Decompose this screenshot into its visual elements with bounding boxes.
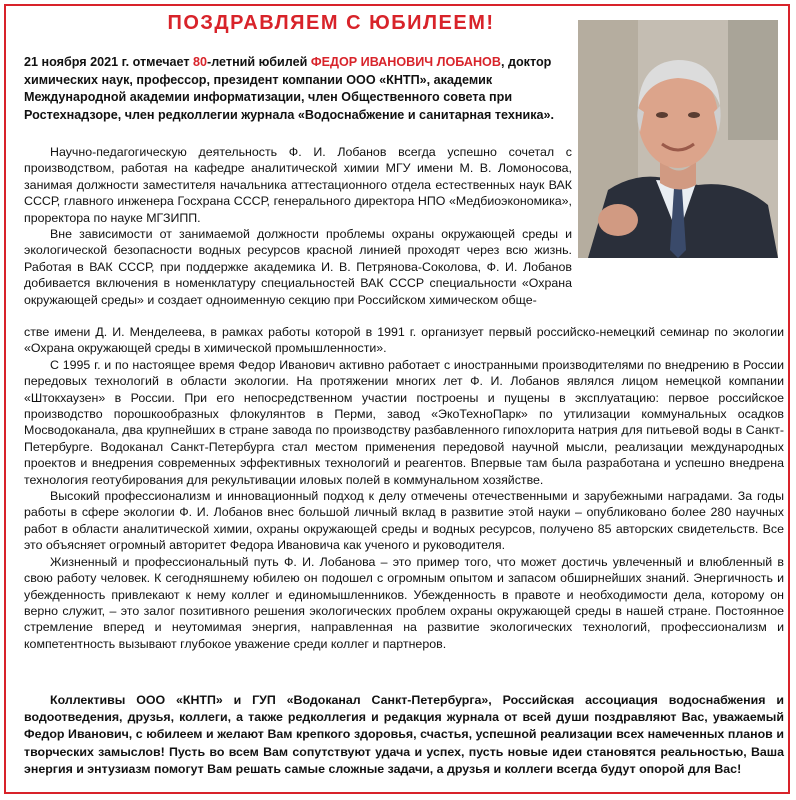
body-text-full	[24, 324, 784, 652]
lead-paragraph	[24, 54, 572, 124]
paragraph: С 1995 г. и по настоящее время Федор Иванович активно работает с иностранными производителями по внедрению в России передовых технологий в области экологии. На протяжении многих лет Ф. И. Лобанов являлся лицом немецкой компании «Штокхаузен» в России. При его непосредственном участии построены и пущены в эксплуатацию: первое российское производство порошкообразных флокулянтов в Перми, завод «ЭкоТехноПарк» по утилизации коммунальных осадков Мосводоканала, два крупнейших в стране завода по производству разбавленного гипохлорита натрия для питьевой воды в Санкт-Петербурге. Водоканал Санкт-Петербурга стал местом применения передовой научной мысли, реализации международных проектов и внедрения современных эффективных технологий и реагентов. Впервые там была разработана и успешно внедрена технология геотубирования для рекультивации иловых полей в коммунальном хозяйстве.	[24, 357, 784, 487]
paragraph: Жизненный и профессиональный путь Ф. И. Лобанова – это пример того, что может достичь увлеченный и влюбленный в свою работу человек. К сегодняшнему юбилею он подошел с огромным опытом и запасом обширнейших знаний. Энергичность и убежденность привлекают к нему коллег и единомышленников. Убежденность в правоте и необходимости дела, которому он верно служит, – это залог позитивного решения экологических проблем охраны окружающей среды в нашей стране. Постоянное стремление вперед и неутомимая энергия, направленная на развитие экологических технологий, профессионализм и компетентность вызывают глубокое уважение среди коллег и партнеров.	[24, 554, 784, 651]
paragraph: Вне зависимости от занимаемой должности проблемы охраны окружающей среды и экологической безопасности водных ресурсов красной линией проходят через всю жизнь. Работая в ВАК СССР, при поддержке академика И. В. Петрянова-Соколова, Ф. И. Лобанов добивается включения в номенклатуру специальностей ВАК СССР специальности «Охрана окружающей среды» и создает одноименную секцию при Российском химическом обще-	[24, 227, 572, 307]
portrait-photo	[578, 20, 778, 258]
lead-date: 21 ноября 2021 г. отмечает	[24, 55, 194, 69]
paragraph-continuation: стве имени Д. И. Менделеева, в рамках работы которой в 1991 г. организует первый российско-немецкий семинар по экологии «Охрана окружающей среды в химической промышленности».	[24, 325, 784, 356]
lead-age: 80	[193, 55, 208, 69]
paragraph: Высокий профессионализм и инновационный подход к делу отмечены отечественными и зарубежными наградами. За годы работы в сфере экологии Ф. И. Лобанов внес большой личный вклад в развитие этой науки – опубликовано более 280 научных работ в области аналитической химии, охраны окружающей среды и водных ресурсов, получено 85 авторских свидетельств. Все это объясняет огромный авторитет Федора Ивановича как ученого и руководителя.	[24, 489, 784, 553]
paragraph: Научно-педагогическую деятельность Ф. И. Лобанов всегда успешно сочетал с производством, работая на кафедре аналитической химии МГУ имени М. В. Ломоносова, занимая должности заместителя начальника аттестационного отдела естественных наук ВАК СССР, главного инженера Госхрана СССР, генерального директора НПО «Медбиоэкономика», проректора по науке МГЗИПП.	[24, 145, 572, 225]
lead-name: ФЕДОР ИВАНОВИЧ ЛОБАНОВ	[310, 55, 501, 69]
closing-paragraph	[24, 692, 784, 778]
lead-rest: , доктор химических наук, профессор, президент компании ООО «КНТП», академик Международной академии информатизации, член Общественного совета при Ростехнадзоре, член редколлегии журнала «Водоснабжение и санитарная техника».	[24, 55, 555, 122]
page-frame	[4, 4, 790, 794]
portrait-illustration	[578, 20, 778, 258]
lead-after-age: -летний юбилей	[207, 55, 311, 69]
closing-text: Коллективы ООО «КНТП» и ГУП «Водоканал Санкт-Петербурга», Российская ассоциация водоснабжения и водоотведения, друзья, коллеги, а также редколлегия и редакция журнала от всей души поздравляют Вас, уважаемый Федор Иванович, с юбилеем и желают Вам крепкого здоровья, счастья, успешной реализации всех намеченных планов и творческих замыслов! Пусть во всем Вам сопутствуют удача и успех, пусть новые идеи становятся реальностью, Ваша энергия и энтузиазм помогут Вам решать самые сложные задачи, а друзья и коллеги всегда будут опорой для Вас!	[24, 693, 784, 776]
body-text-top	[24, 144, 572, 308]
page-title: ПОЗДРАВЛЯЕМ С ЮБИЛЕЕМ!	[167, 12, 495, 34]
